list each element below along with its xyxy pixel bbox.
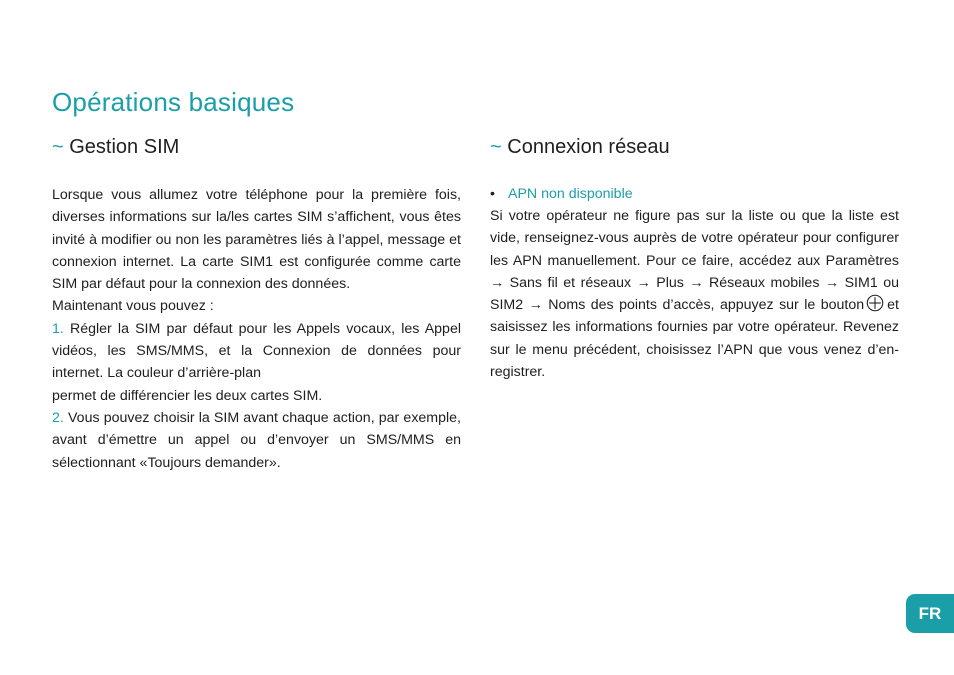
heading-tilde: ~	[52, 136, 64, 158]
language-badge: FR	[906, 594, 954, 633]
gestion-sim-body	[52, 184, 461, 474]
list-number-1: 1.	[52, 320, 64, 337]
gestion-sim-heading	[52, 130, 461, 164]
list-item-1	[52, 318, 461, 385]
bullet-dot: •	[490, 186, 495, 202]
list-item-1-text: Régler la SIM par défaut pour les Appels vocaux, les Appel vidéos, les SMS/MMS, et la Connexion de données pour internet. La couleur d’arrière-plan	[52, 320, 461, 382]
apn-bullet-title-line	[490, 183, 899, 205]
gestion-sim-heading-text: Gestion SIM	[69, 136, 180, 158]
connexion-reseau-heading	[490, 130, 899, 164]
list-item-1-continuation: permet de différencier les deux cartes SIM.	[52, 387, 323, 404]
connexion-reseau-heading-text: Connexion réseau	[507, 136, 670, 158]
heading-tilde: ~	[490, 136, 502, 158]
apn-body-text-2: et saisissez les informations fournies par votre opérateur. Revenez sur le menu précédent, choisissez l’APN que vous venez d’en-registrer.	[490, 297, 899, 381]
list-item-2-text: Vous pouvez choisir la SIM avant chaque action, par exemple, avant d’émettre un appel ou d’envoyer un SMS/MMS en sélectionnant «Toujours demander».	[52, 409, 461, 471]
circle-plus-icon	[866, 294, 884, 312]
apn-bullet-block	[490, 183, 899, 383]
gestion-sim-section	[52, 130, 461, 474]
gestion-sim-intro: Lorsque vous allumez votre téléphone pour la première fois, diverses informations sur la/les cartes SIM s’affichent, vous êtes invité à modifier ou non les paramètres liés à l’appel, message et connexion internet. La carte SIM1 est configurée comme carte SIM par défaut pour la connexion des données.	[52, 187, 461, 293]
now-you-can-text: Maintenant vous pouvez :	[52, 298, 214, 315]
list-item-2	[52, 407, 461, 474]
apn-bullet-title: APN non disponible	[508, 186, 633, 202]
list-number-2: 2.	[52, 409, 64, 426]
apn-body-text-1: Si votre opérateur ne figure pas sur la liste ou que la liste est vide, renseignez-vous auprès de votre opérateur pour configurer les APN manuellement. Pour ce faire, accédez aux Paramètres → Sans fil et réseaux → Plus → Réseaux mobiles → SIM1 ou SIM2 → Noms des points d’accès, appuyez sur le bouton	[490, 208, 899, 314]
page-title: Opérations basiques	[52, 87, 295, 117]
connexion-reseau-section	[490, 130, 899, 383]
apn-body	[490, 205, 899, 383]
